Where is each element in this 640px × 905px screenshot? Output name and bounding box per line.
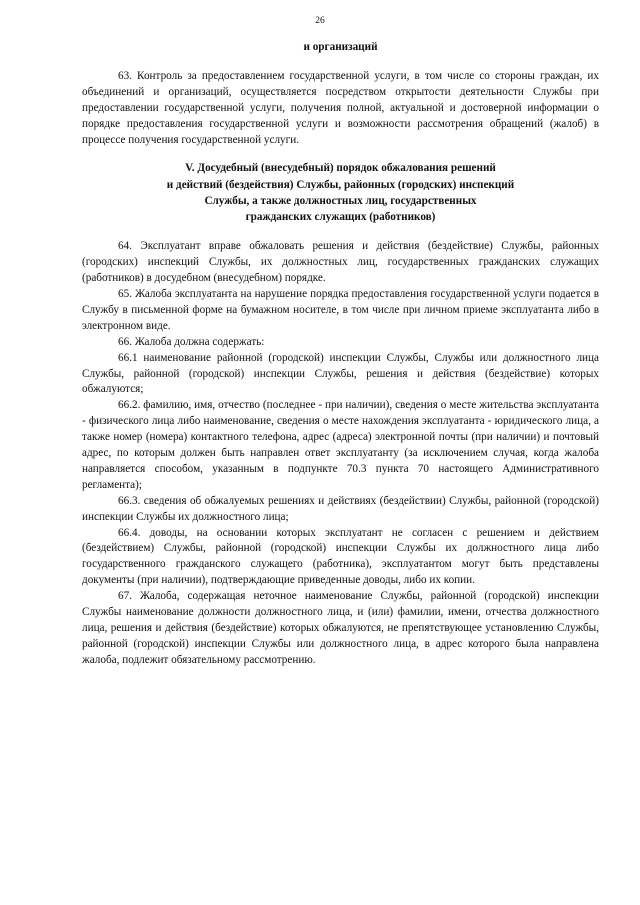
section-heading-line-4: гражданских служащих (работников) xyxy=(245,211,436,224)
paragraph-67: 67. Жалоба, содержащая неточное наименование Службы, районной (городской) инспекции Службы наименование должности должностного лица, и (или) фамилии, имени, отчества должностного лица, решения и действия (бездействие) которых обжалуются, не препятствующее установлению Службы, районной (городской) инспекции Службы или должностного лица, в адрес которого была направлена жалоба, подлежит обязательному рассмотрению. xyxy=(82,590,599,666)
paragraph-63: 63. Контроль за предоставлением государственной услуги, в том числе со стороны граждан, их объединений и организаций, осуществляется посредством открытости деятельности Службы при предоставлении государственной услуги, получения полной, актуальной и достоверной информации о порядке предоставления государственной услуги и возможности рассмотрения обращений (жалоб) в процессе получения государственной услуги. xyxy=(82,69,599,146)
paragraph-66-4: 66.4. доводы, на основании которых эксплуатант не согласен с решением и действием (бездействием) Службы, районной (городской) инспекции Службы их должностного лица либо государственного гражданского служащего (работника), эксплуатантом могут быть представлены документы (при наличии), подтверждающие приведенные доводы, либо их копии. xyxy=(82,526,599,587)
document-body xyxy=(82,40,599,669)
paragraph-66: 66. Жалоба должна содержать: xyxy=(118,335,265,348)
paragraph-66-2: 66.2. фамилию, имя, отчество (последнее - при наличии), сведения о месте жительства эксплуатанта - физического лица либо наименование, сведения о месте нахождения эксплуатанта - юридического лица, а также номер (номера) контактного телефона, адрес (адреса) электронной почты (при наличии) и почтовый адрес, по которым должен быть направлен ответ эксплуатанту (за исключением случая, когда жалоба направляется способом, указанным в подпункте 70.3 пункта 70 настоящего Административного регламента); xyxy=(82,399,599,491)
paragraph-66-1: 66.1 наименование районной (городской) инспекции Службы, Службы или должностного лица Службы, районной (городской) инспекции Службы, решения и действия (бездействие) которых обжалуются; xyxy=(82,351,599,396)
section-heading-line-2: и действий (бездействия) Службы, районных (городских) инспекций xyxy=(166,178,515,191)
section-heading-line-1: V. Досудебный (внесудебный) порядок обжалования решений xyxy=(185,162,496,175)
paragraph-65: 65. Жалоба эксплуатанта на нарушение порядка предоставления государственной услуги подается в Службу в письменной форме на бумажном носителе, в том числе при личном приеме эксплуатанта либо в электронном виде. xyxy=(82,287,599,332)
section-v-heading xyxy=(82,160,599,225)
section-heading-line-3: Службы, а также должностных лиц, государственных xyxy=(204,194,477,207)
paragraph-64: 64. Эксплуатант вправе обжаловать решения и действия (бездействие) Службы, районных (городских) инспекций Службы, их должностных лиц, государственных гражданских служащих (работников) в досудебном (внесудебном) порядке. xyxy=(82,240,599,285)
paragraph-66-3: 66.3. сведения об обжалуемых решениях и действиях (бездействии) Службы, районной (городской) инспекции Службы их должностного лица; xyxy=(82,494,599,523)
page-number: 26 xyxy=(315,16,325,26)
continued-heading: и организаций xyxy=(303,41,378,53)
